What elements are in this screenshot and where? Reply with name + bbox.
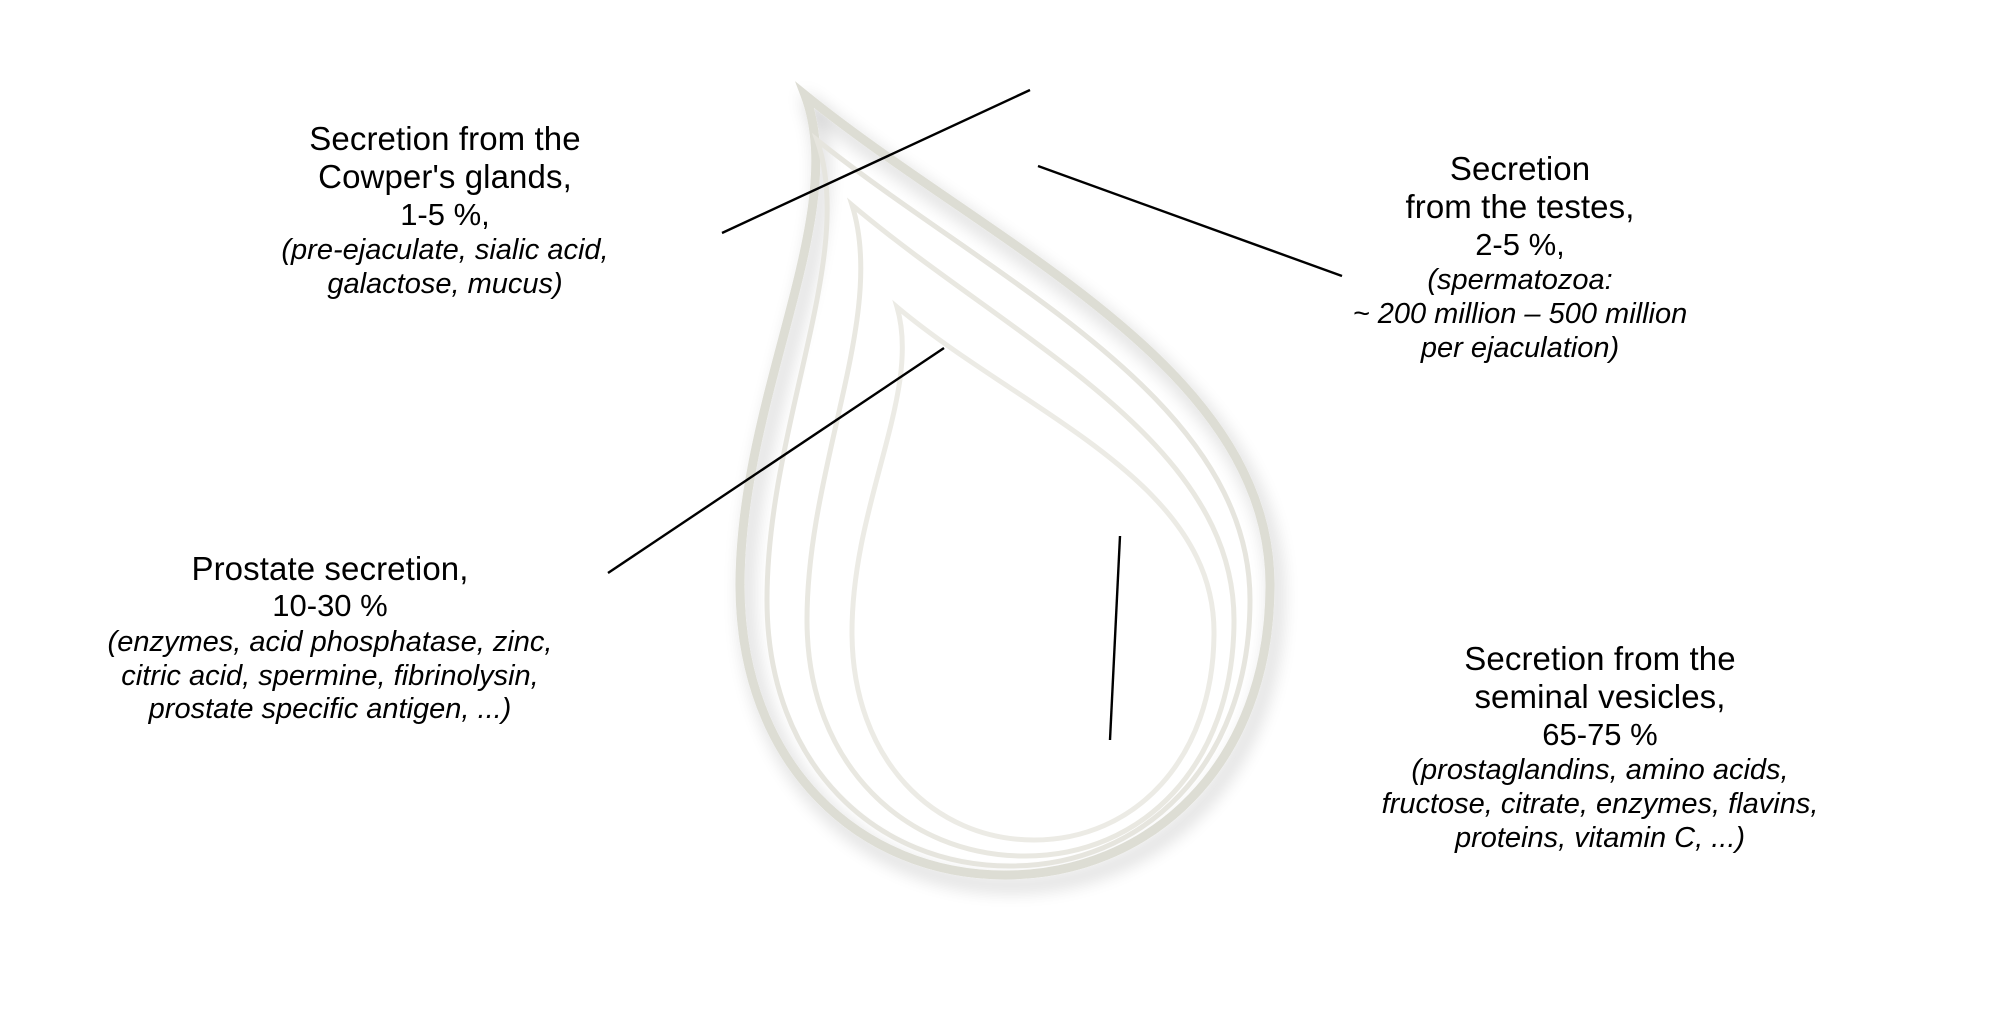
label-prostate-detail-line1: (enzymes, acid phosphatase, zinc, (107, 626, 553, 659)
label-vesicles-detail (1290, 754, 1910, 855)
label-vesicles-detail-line1: (prostaglandins, amino acids, (1411, 754, 1789, 787)
label-vesicles-title-line2: seminal vesicles, (1474, 678, 1726, 716)
droplet-outline-third (807, 205, 1234, 856)
label-testes-detail-line1: (spermatozoa: (1427, 264, 1613, 297)
label-prostate-percent: 10-30 % (272, 588, 388, 624)
droplet-outline-inner (852, 307, 1214, 840)
label-cowper-title-line2: Cowper's glands, (318, 158, 572, 196)
label-testes-title-line2: from the testes, (1405, 188, 1635, 226)
label-vesicles-detail-line3: proteins, vitamin C, ...) (1454, 821, 1746, 854)
label-testes-detail (1285, 264, 1755, 365)
label-vesicles-percent: 65-75 % (1542, 716, 1658, 752)
label-cowper-detail-line2: galactose, mucus) (327, 268, 563, 301)
label-prostate (20, 550, 640, 727)
label-cowper-percent: 1-5 %, (400, 196, 490, 232)
label-vesicles-title-line1: Secretion from the (1464, 640, 1736, 677)
label-seminal-vesicles (1290, 640, 1910, 855)
label-testes-detail-line2: ~ 200 million – 500 million (1352, 298, 1688, 331)
label-cowper-title-line1: Secretion from the (309, 120, 581, 157)
droplet-outline-second (767, 140, 1250, 866)
label-prostate-title-line1: Prostate secretion, (191, 550, 469, 587)
label-prostate-detail (20, 626, 640, 727)
label-prostate-detail-line3: prostate specific antigen, ...) (148, 693, 512, 726)
label-cowper-detail (205, 234, 685, 301)
label-testes (1285, 150, 1755, 365)
label-prostate-detail-line2: citric acid, spermine, fibrinolysin, (121, 659, 539, 692)
droplet-illustration (740, 40, 1300, 940)
label-testes-title-line1: Secretion (1449, 150, 1591, 187)
label-vesicles-detail-line2: fructose, citrate, enzymes, flavins, (1381, 788, 1819, 821)
label-testes-percent: 2-5 %, (1475, 226, 1565, 262)
label-testes-detail-line3: per ejaculation) (1420, 331, 1620, 364)
label-cowper-glands (205, 120, 685, 302)
label-cowper-detail-line1: (pre-ejaculate, sialic acid, (281, 234, 609, 267)
